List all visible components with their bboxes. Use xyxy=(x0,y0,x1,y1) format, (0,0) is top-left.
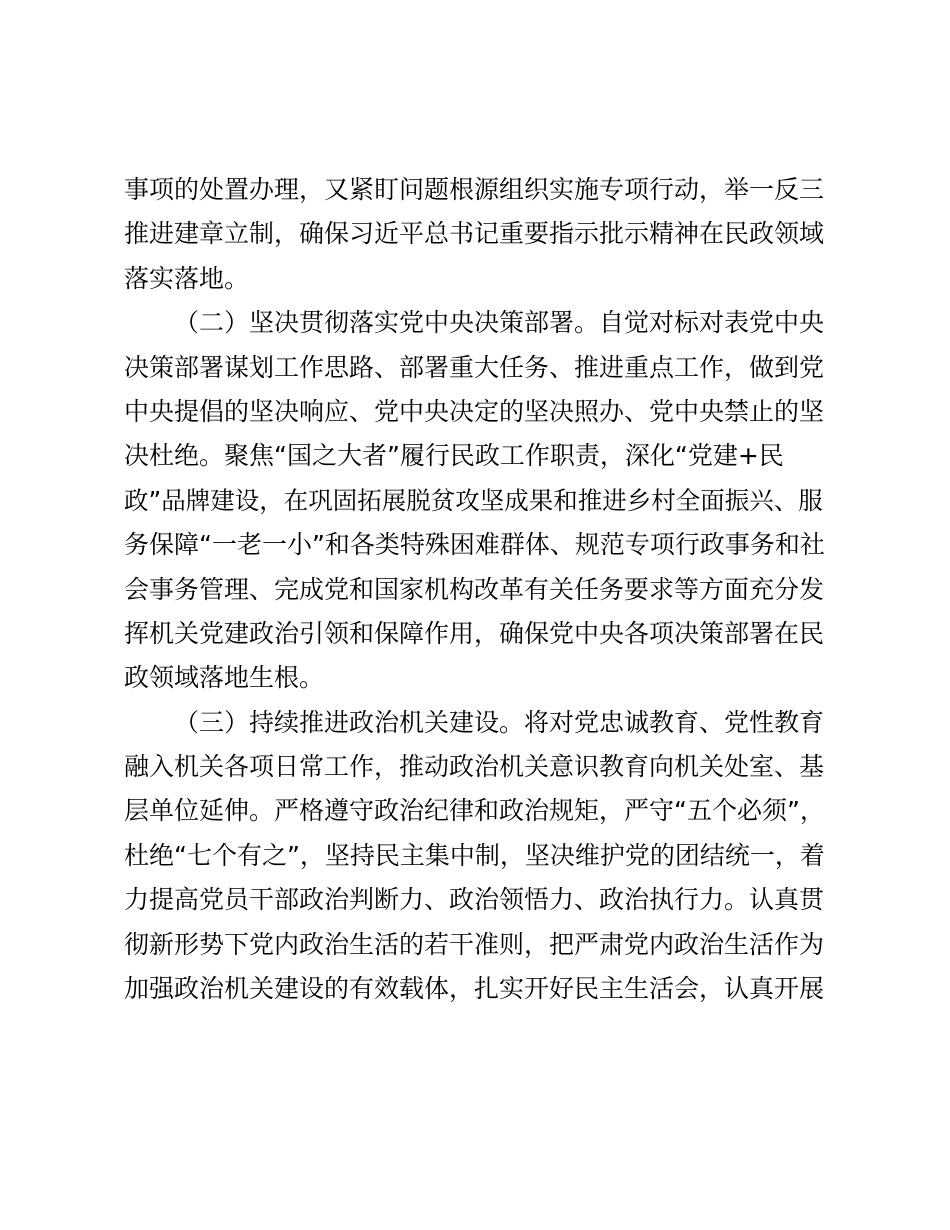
text-line: 杜绝“七个有之”，坚持民主集中制，坚决维护党的团结统一，着 xyxy=(124,840,825,870)
text-line: 层单位延伸。严格遵守政治纪律和政治规矩，严守“五个必须”， xyxy=(124,796,825,826)
section-heading-line: （三）持续推进政治机关建设。将对党忠诚教育、党性教育 xyxy=(174,707,825,737)
text-line: 落实落地。 xyxy=(124,263,250,293)
text-line: 决策部署谋划工作思路、部署重大任务、推进重点工作，做到党 xyxy=(124,352,825,382)
text-line: 务保障“一老一小”和各类特殊困难群体、规范专项行政事务和社 xyxy=(124,530,825,560)
text-line: 融入机关各项日常工作，推动政治机关意识教育向机关处室、基 xyxy=(124,752,825,782)
text-line: 挥机关党建政治引领和保障作用，确保党中央各项决策部署在民 xyxy=(124,618,825,648)
text-line: 事项的处置办理，又紧盯问题根源组织实施专项行动，举一反三 xyxy=(124,175,825,204)
document-body xyxy=(124,168,834,1011)
text-line: 中央提倡的坚决响应、党中央决定的坚决照办、党中央禁止的坚 xyxy=(124,396,825,426)
text-line: 加强政治机关建设的有效载体，扎实开好民主生活会，认真开展 xyxy=(124,974,825,1004)
text-line: 力提高党员干部政治判断力、政治领悟力、政治执行力。认真贯 xyxy=(124,885,825,915)
text-line: 政领域落地生根。 xyxy=(124,663,325,693)
text-line: 推进建章立制，确保习近平总书记重要指示批示精神在民政领域 xyxy=(124,219,825,249)
text-line: 决杜绝。聚焦“国之大者”履行民政工作职责，深化“党建+民 xyxy=(124,441,784,471)
text-line: 会事务管理、完成党和国家机构改革有关任务要求等方面充分发 xyxy=(124,574,825,604)
section-heading-line: （二）坚决贯彻落实党中央决策部署。自觉对标对表党中央 xyxy=(174,308,825,338)
text-line: 政”品牌建设，在巩固拓展脱贫攻坚成果和推进乡村全面振兴、服 xyxy=(124,485,823,515)
text-line: 彻新形势下党内政治生活的若干准则，把严肃党内政治生活作为 xyxy=(124,929,825,959)
